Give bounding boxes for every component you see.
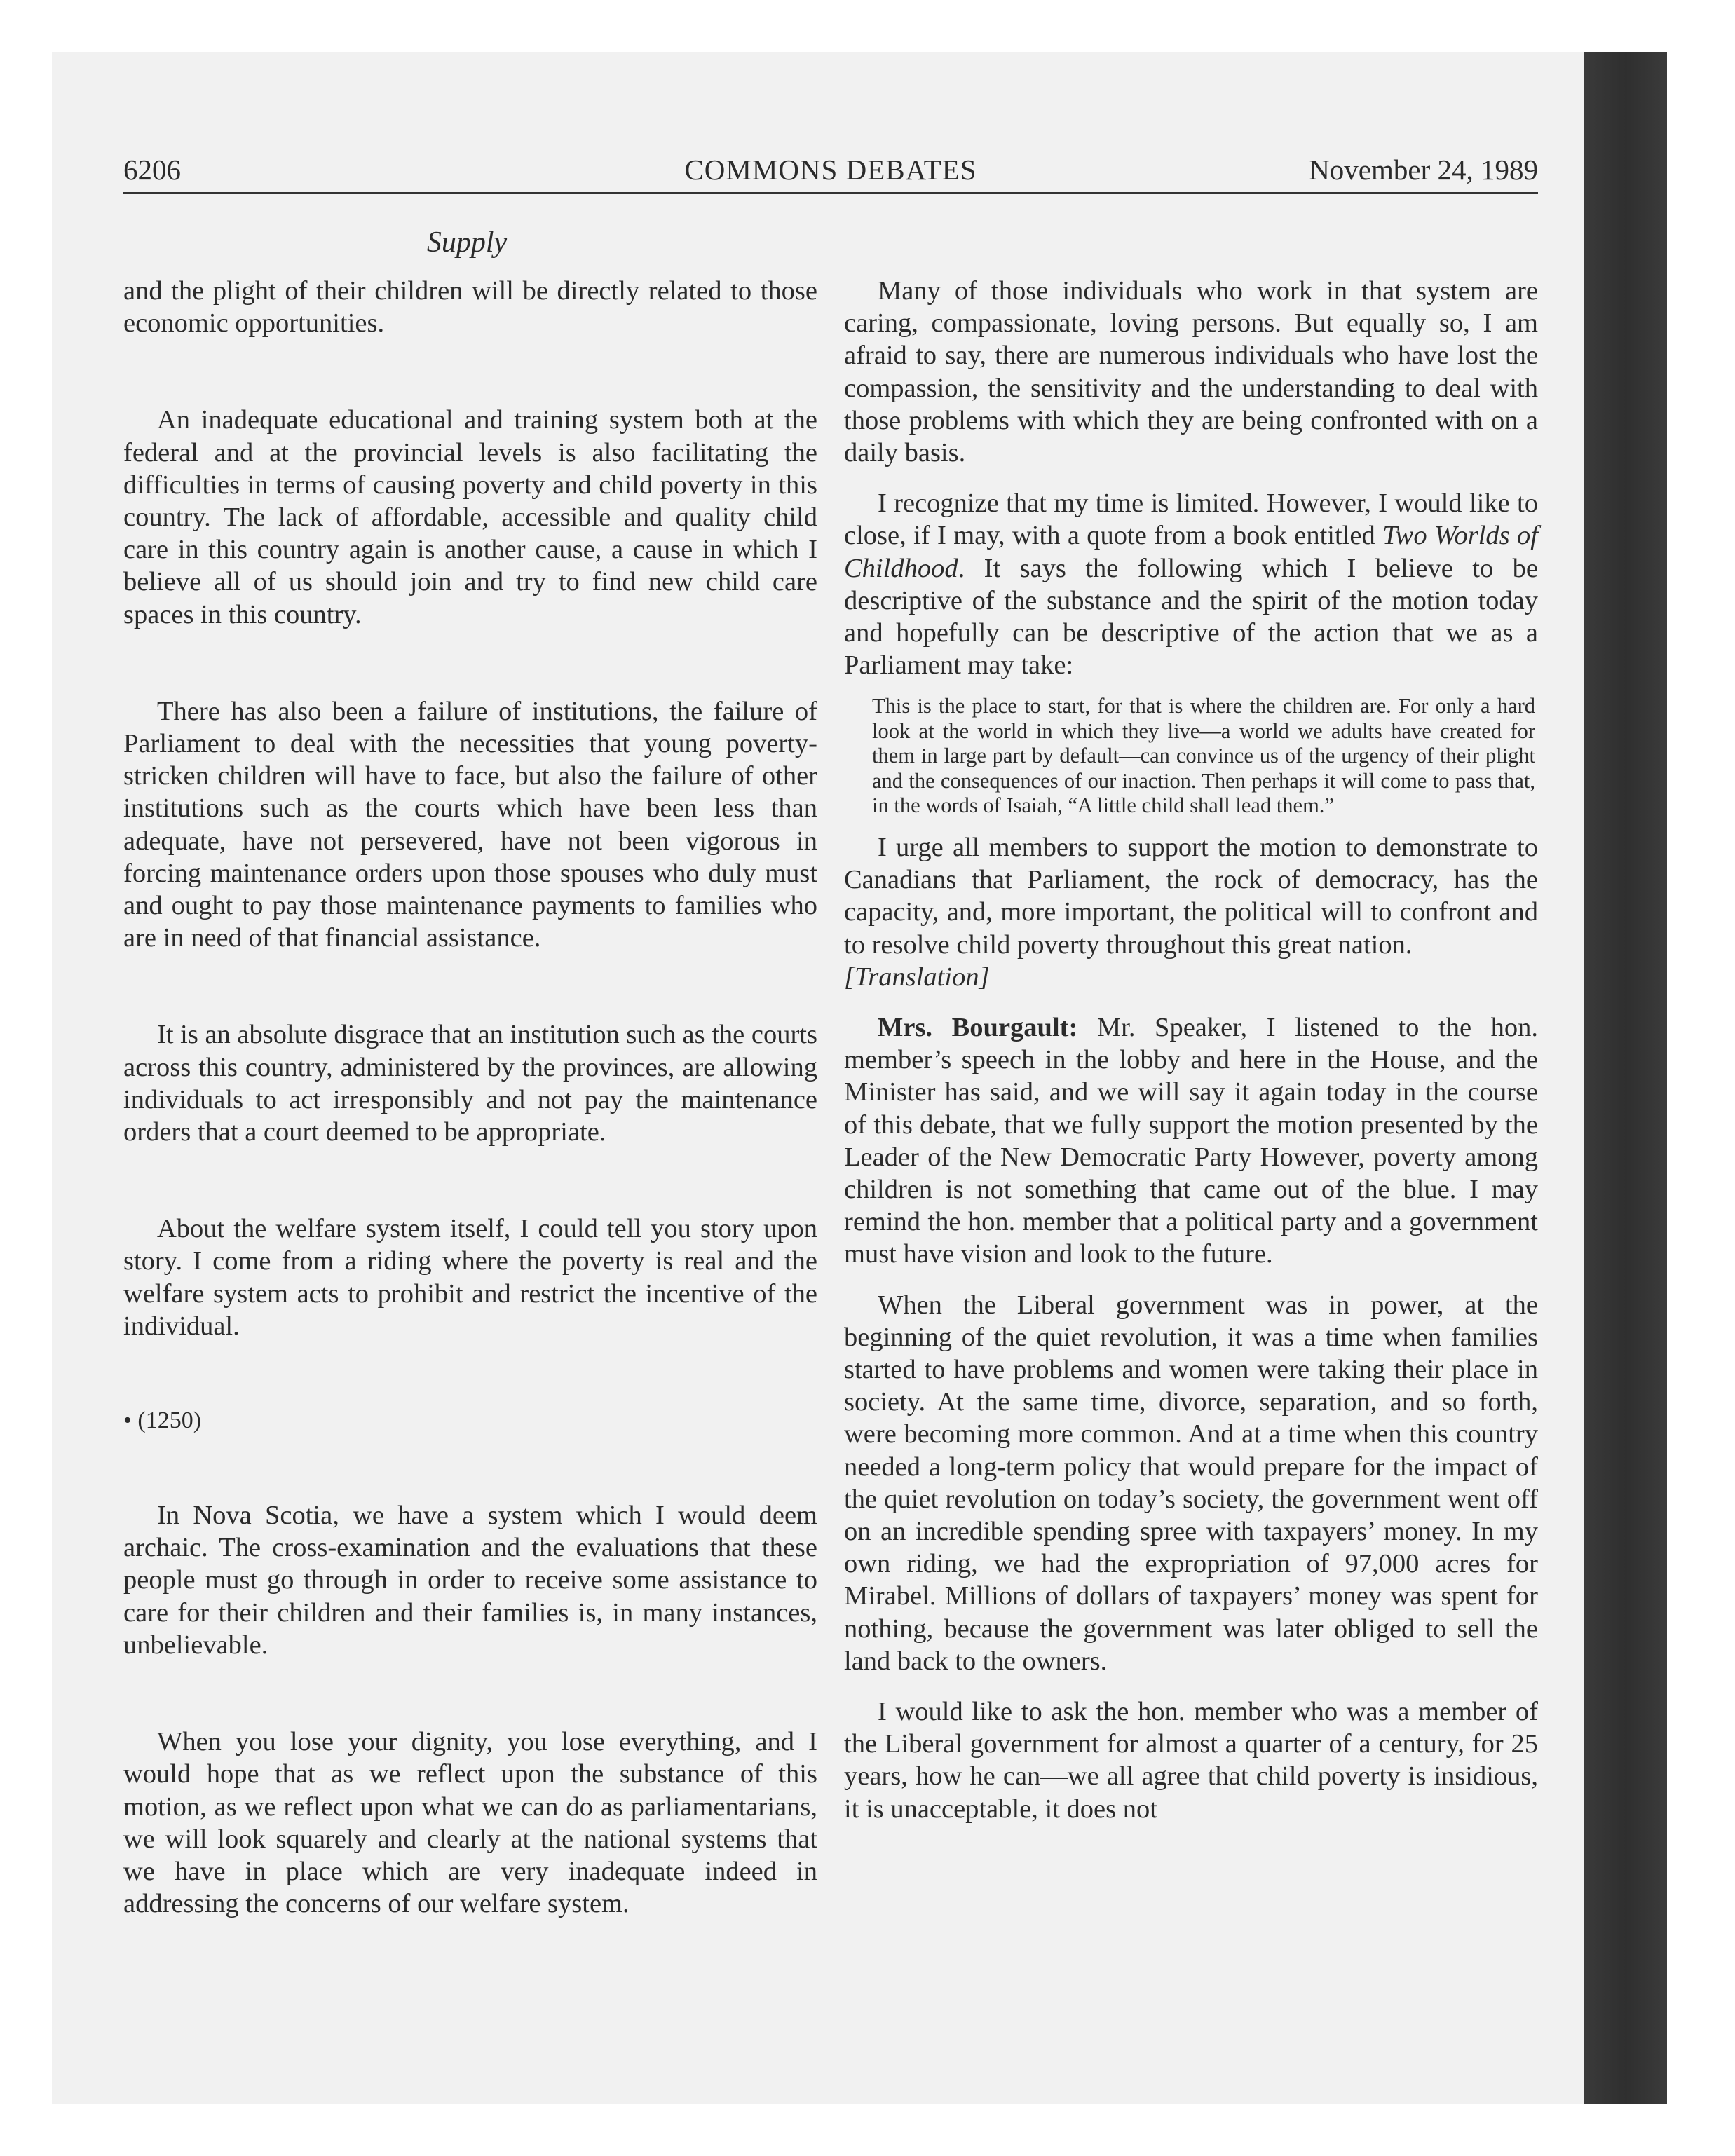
paragraph: Many of those individuals who work in that system are caring, compassionate, loving persons. But equally so, I am afraid to say, there are numerous individuals who have lost the compassion, the sensitivity and the understanding to deal with those problems with which they are being confronted with on a daily basis.	[844, 276, 1538, 468]
translation-label: [Translation]	[844, 962, 990, 992]
paragraph: There has also been a failure of institutions, the failure of Parliament to deal with the necessities that young poverty-stricken children will have to face, but also the failure of other institutions such as the courts which have been less than adequate, have not persevered, have not been vigorous in forcing maintenance orders upon those spouses who duly must and ought to pay those maintenance payments to families who are in need of that financial assistance.	[123, 696, 817, 953]
paragraph-text: Mr. Speaker, I listened to the hon. member’s speech in the lobby and here in the House, and the Minister has said, and we will say it again today in the course of this debate, that we fully support the motion presented by the Leader of the New Democratic Party However, poverty among children is not something that came out of the blue. I may remind the hon. member that a political party and a government must have vision and look to the future.	[844, 1012, 1539, 1269]
paragraph: I urge all members to support the motion to demonstrate to Canadians that Parliament, the rock of democracy, has the capacity, and, more important, the political will to confront and to resolve child poverty throughout this great nation.	[844, 832, 1538, 960]
paragraph: When the Liberal government was in power, at the beginning of the quiet revolution, it was a time when families started to have problems and women were taking their place in society. At the same time, divorce, separation, and so forth, were becoming more common. And at a time when this country needed a long-term policy that would prepare for the impact of the quiet revolution on today’s society, the government went off on an incredible spending spree with taxpayers’ money. In my own riding, we had the expropriation of 97,000 acres for Mirabel. Millions of dollars of taxpayers’ money was spent for nothing, because the government was later obliged to sell the land back to the owners.	[844, 1290, 1538, 1676]
paragraph: It is an absolute disgrace that an institution such as the courts across this country, administered by the provinces, are allowing individuals to act irresponsibly and not pay the maintenance orders that a court deemed to be appropriate.	[123, 1020, 817, 1147]
block-quote: This is the place to start, for that is where the children are. For only a hard look at the world in which they live—a world we adults have created for them in large part by default—can convince us of the urgency of their plight and the consequences of our inaction. Then perhaps it will come to pass that, in the words of Isaiah, “A little child shall lead them.”	[872, 694, 1535, 818]
paragraph	[844, 487, 1538, 681]
header-date: November 24, 1989	[1309, 153, 1538, 186]
time-marker: • (1250)	[123, 1407, 202, 1434]
page-number: 6206	[123, 153, 181, 186]
paragraph: In Nova Scotia, we have a system which I would deem archaic. The cross-examination and the evaluations that these people must go through in order to receive some assistance to care for their children and their families is, in many instances, unbelievable.	[123, 1501, 817, 1660]
speaker-name: Mrs. Bourgault:	[878, 1012, 1078, 1042]
paragraph-text: . It says the following which I believe to be descriptive of the substance and the spirit of the motion today and hopefully can be descriptive of the action that we as a Parliament may take:	[844, 553, 1538, 681]
paragraph: About the welfare system itself, I could tell you story upon story. I come from a riding where the poverty is real and the welfare system acts to prohibit and restrict the incentive of the individual.	[123, 1214, 817, 1341]
paragraph-text: I recognize that my time is limited. However, I would like to close, if I may, with a quote from a book entitled	[844, 489, 1538, 551]
running-header	[123, 149, 1538, 194]
paragraph: When you lose your dignity, you lose everything, and I would hope that as we reflect upon the substance of this motion, as we reflect upon what we can do as parliamentarians, we will look squarely and clearly at the national systems that we have in place which are very inadequate indeed in addressing the concerns of our welfare system.	[123, 1727, 817, 1919]
left-column	[123, 275, 817, 1920]
paragraph: I would like to ask the hon. member who was a member of the Liberal government for almost a quarter of a century, for 25 years, how he can—we all agree that child poverty is insidious, it is unacceptable, it does not	[844, 1697, 1538, 1824]
paragraph: An inadequate educational and training system both at the federal and at the provincial levels is also facilitating the difficulties in terms of causing poverty and child poverty in this country. The lack of affordable, accessible and quality child care in this country again is another cause, a cause in which I believe all of us should join and try to find new child care spaces in this country.	[123, 405, 817, 629]
paragraph: and the plight of their children will be directly related to those economic opportunities.	[123, 276, 817, 339]
publication-title: COMMONS DEBATES	[684, 153, 977, 186]
paragraph	[844, 1011, 1538, 1271]
right-column	[844, 275, 1538, 1825]
book-title: Two Worlds of Childhood	[844, 521, 1538, 583]
scan-edge-shadow	[1584, 52, 1667, 2104]
section-title: Supply	[426, 226, 508, 259]
